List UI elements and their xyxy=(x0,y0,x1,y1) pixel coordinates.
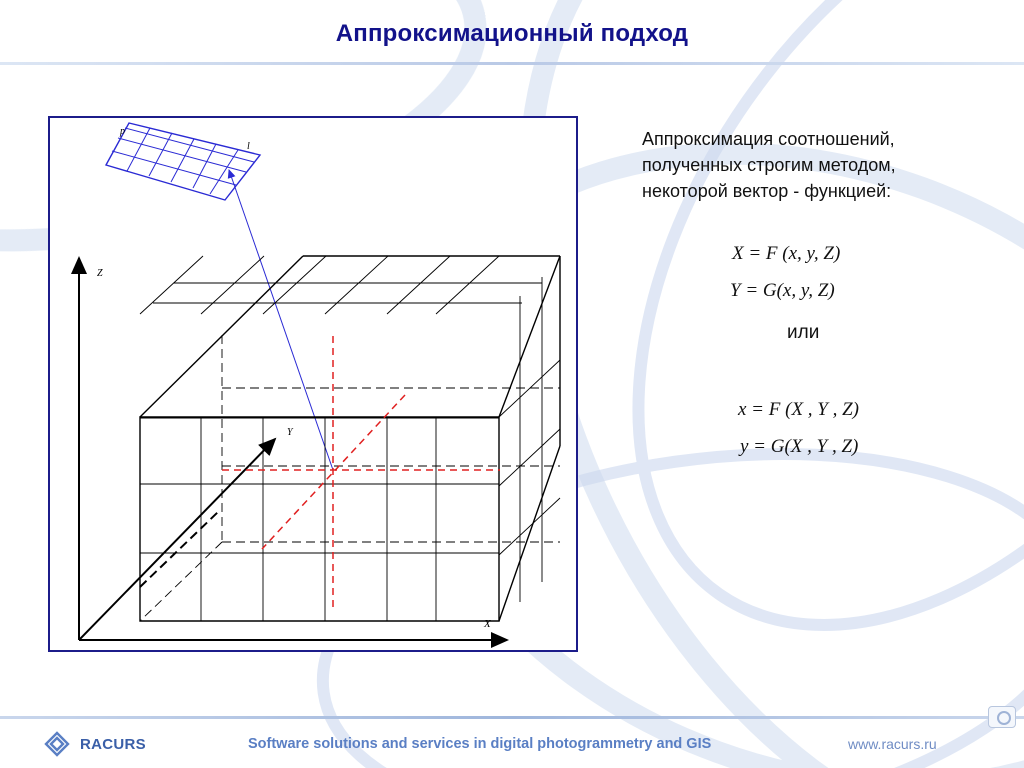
projection-ray xyxy=(229,170,333,470)
slide-nav-button[interactable] xyxy=(988,706,1016,728)
voxel-grid-diagram xyxy=(50,118,576,650)
racurs-logo-icon xyxy=(40,727,74,761)
box-outline xyxy=(140,256,560,621)
label-x: X xyxy=(484,618,491,630)
or-label: или xyxy=(787,322,820,343)
label-l: l xyxy=(247,141,250,152)
diagram-frame xyxy=(48,116,578,652)
description-line: некоторой вектор - функцией: xyxy=(642,181,892,201)
label-y: Y xyxy=(287,427,293,438)
description-line: Аппроксимация соотношений, xyxy=(642,129,895,149)
circle-icon xyxy=(997,711,1011,725)
logo-text: RACURS xyxy=(80,735,146,753)
description-line: полученных строгим методом, xyxy=(642,155,896,175)
y-axis xyxy=(79,439,275,640)
highlighted-voxel xyxy=(222,336,500,607)
title-divider xyxy=(0,62,1024,65)
box-front-face xyxy=(140,417,499,621)
box-right-face xyxy=(499,277,560,602)
formula-x-forward: X = F (x, y, Z) xyxy=(732,243,841,264)
image-plane xyxy=(106,123,260,200)
footer-tagline: Software solutions and services in digital photogrammetry and GIS xyxy=(248,736,712,752)
company-logo[interactable] xyxy=(40,726,146,762)
box-top-face xyxy=(140,256,542,314)
approximation-description xyxy=(642,126,1002,204)
label-z: Z xyxy=(97,268,103,279)
formula-y-forward: Y = G(x, y, Z) xyxy=(730,280,835,301)
page-title: Аппроксимационный подход xyxy=(335,20,689,47)
website-link[interactable]: www.racurs.ru xyxy=(848,736,937,752)
y-axis-hidden xyxy=(140,512,218,587)
footer-divider xyxy=(0,716,1024,719)
formula-x-inverse: x = F (X , Y , Z) xyxy=(738,399,860,420)
hidden-edges xyxy=(140,335,560,621)
formula-y-inverse: y = G(X , Y , Z) xyxy=(740,436,859,457)
label-p: p xyxy=(120,126,125,137)
